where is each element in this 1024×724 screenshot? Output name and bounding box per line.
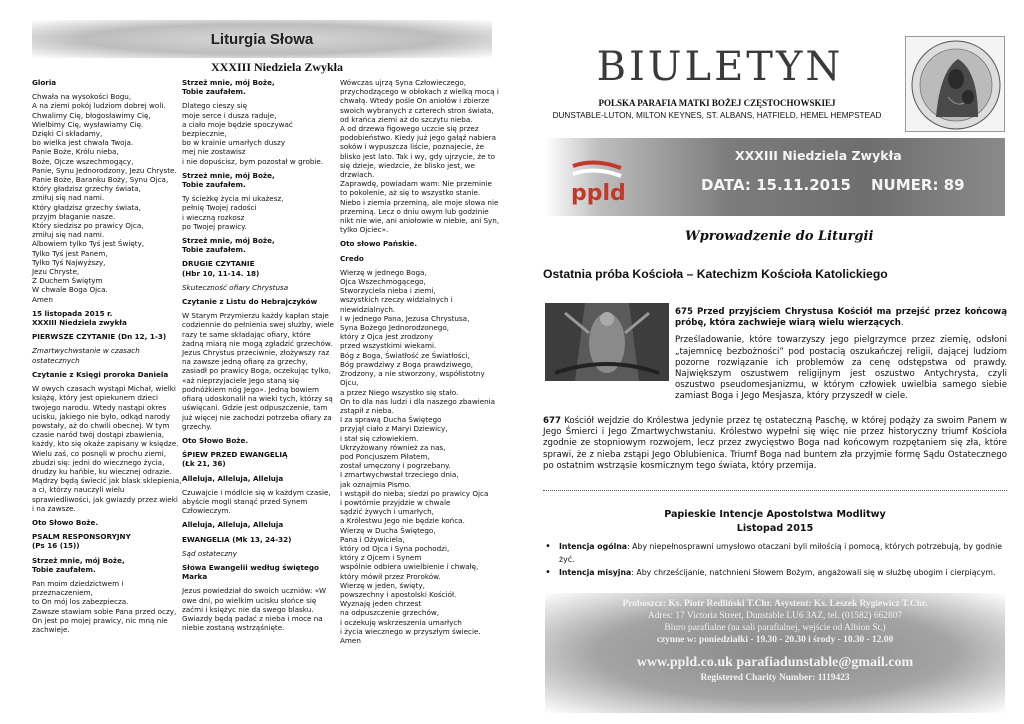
- liturgy-paragraph: Dlatego cieszy się moje serce i dusza raduje, a ciało moje będzie spoczywać bezpiecznie, bo w krainie umarłych duszy mej nie zostawisz i nie dopuścisz, bym pozostał w grobie.: [182, 101, 324, 166]
- liturgy-paragraph: Czytanie z Listu do Hebrajczyków: [182, 297, 318, 307]
- footer-address: Adres: 17 Victoria Street, Dunstable LU6 3AZ, tel. (01582) 662807: [648, 611, 902, 621]
- intentions-title: Papieskie Intencje Apostolstwa Modlitwy Listopad 2015: [664, 509, 886, 534]
- liturgy-paragraph: W owych czasach wystąpi Michał, wielki książę, który jest opiekunem dzieci twojego narodu. Wtedy nastąpi okres ucisku, jakiego nie było, odkąd narody powstały, aż do chwili obecnej. W tym czasie naród twój dostąpi zbawienia, każdy, kto się okaże zapisany w księdze. Wielu zaś, co posnęli w prochu ziemi, zbudzi się: jedni do wiecznego życia, drudzy ku hańbie, ku wiecznej odrazie. Mądrzy będą świecić jak blask sklepienia, a ci, którzy nauczyli wielu sprawiedliwości, jak gwiazdy przez wieki i na zawsze.: [32, 384, 182, 513]
- footer-hours: czynne w: poniedziałki - 19.30 - 20.30 i środy - 10.30 - 12.00: [656, 635, 894, 645]
- liturgy-paragraph: Oto Słowo Boże.: [182, 435, 249, 445]
- liturgy-paragraph: Jezus powiedział do swoich uczniów: «W owe dni, po wielkim ucisku słońce się zaćmi i księżyc nie da swego blasku. Gwiazdy będą padać z nieba i moce na niebie zostaną wstrząśnięte.: [182, 586, 327, 633]
- catechism-675: [675, 307, 1007, 409]
- issue-banner: [545, 138, 1005, 216]
- liturgy-sunday-title: XXXIII Niedziela Zwykła: [210, 60, 343, 74]
- liturgy-paragraph: Oto Słowo Boże.: [32, 517, 99, 527]
- catechism-677: [543, 416, 1007, 472]
- liturgy-paragraph: Sąd ostateczny: [182, 548, 237, 558]
- liturgy-paragraph: Credo: [340, 253, 364, 263]
- liturgy-paragraph: W Starym Przymierzu każdy kapłan staje codziennie do pełnienia swej służby, wiele razy te same składając ofiary, które żadną miarą nie mogą zgładzić grzechów. Jezus Chrystus przeciwnie, złożywszy raz na zawsze jedną ofiarę za grzechy, zasiadł po prawicy Boga, oczekując tylko, «aż nieprzyjaciele Jego staną się podnóżkiem nóg Jego». Jedną bowiem ofiarą udoskonalił na wieki tych, którzy są uświęcani. Gdzie jest odpuszczenie, tam już więcej nie zachodzi potrzeba ofiary za grzechy.: [182, 311, 334, 431]
- liturgy-paragraph: Pan moim dziedzictwem i przeznaczeniem, to On mój los zabezpiecza. Zawsze stawiam sobie Pana przed oczy, On jest po mojej prawicy, nic mną nie zachwieje.: [32, 578, 177, 634]
- issue-sunday: XXXIII Niedziela Zwykła: [735, 148, 902, 163]
- liturgy-paragraph: ŚPIEW PRZED EWANGELIĄ (Łk 21, 36): [182, 450, 288, 469]
- liturgy-paragraph: Oto słowo Pańskie.: [340, 239, 418, 249]
- liturgy-paragraph: Chwała na wysokości Bogu, A na ziemi pokój ludziom dobrej woli. Chwalimy Cię, błogosławimy Cię, Wielbimy Cię, wysławiamy Cię. Dzięki Ci składamy, bo wielka jest chwała Twoja. Panie Boże, Królu nieba, Boże, Ojcze wszechmogący, Panie, Synu Jednorodzony, Jezu Chryste. Panie Boże, Baranku Boży, Synu Ojca, Który gładzisz grzechy świata, zmiłuj się nad nami. Który gładzisz grzechy świata, przyjm błaganie nasze. Który siedzisz po prawicy Ojca, zmiłuj się nad nami. Albowiem tylko Tyś jest Święty, Tylko Tyś jest Panem, Tylko Tyś Najwyższy, Jezu Chryste, Z Duchem Świętym W chwale Boga Ojca. Amen: [32, 92, 177, 304]
- liturgy-paragraph: PSALM RESPONSORYJNY (Ps 16 (15)): [32, 532, 131, 551]
- intention-item: [543, 540, 1007, 566]
- liturgy-column-1: [32, 78, 182, 639]
- liturgy-banner-title: Liturgia Słowa: [210, 30, 314, 48]
- liturgy-paragraph: Zmartwychwstanie w czasach ostatecznych: [32, 346, 140, 365]
- liturgy-section: [22, 20, 510, 710]
- intentions-list: [543, 540, 1007, 579]
- last-judgment-image: [545, 303, 669, 381]
- liturgy-paragraph: Strzeż mnie, mój Boże, Tobie zaufałem.: [182, 170, 275, 190]
- footer-clergy: Proboszcz: Ks. Piotr Redliński T.Chr. Asystent: Ks. Leszek Rygiewicz T.Chr.: [622, 599, 928, 609]
- liturgy-paragraph: PIERWSZE CZYTANIE (Dn 12, 1-3): [32, 332, 167, 342]
- section-divider: [543, 490, 1007, 491]
- liturgy-paragraph: Skuteczność ofiary Chrystusa: [182, 282, 289, 292]
- issue-number: NUMER: 89: [871, 176, 965, 194]
- liturgy-paragraph: EWANGELIA (Mk 13, 24-32): [182, 534, 292, 544]
- footer-charity: Registered Charity Number: 1119423: [700, 673, 850, 683]
- para-677-text: Kościół wejdzie do Królestwa jedynie przez tę ostateczną Paschę, w której podąży za swoim Panem w Jego Śmierci i Jego Zmartwychwstaniu. Królestwo wypełni się więc nie przez historyczny triumf Kościoła zgodnie ze stopniowym rozwojem, lecz przez zwycięstwo Boga nad końcowym rozpętaniem się zła, które sprawi, że z nieba zstąpi Jego Oblubienica. Triumf Boga nad buntem zła przyjmie formę Sądu Ostatecznego po ostatnim wstrząsie kosmicznym tego świata, który przemija.: [543, 416, 1008, 471]
- liturgy-paragraph: 15 listopada 2015 r. XXXIII Niedziela zwykła: [32, 308, 127, 328]
- intention-label: Intencja ogólna: [559, 542, 628, 551]
- intention-text: : Aby niepełnosprawni umysłowo otaczani byli miłością i pomocą, których potrzebują, by godnie żyć.: [559, 542, 1003, 564]
- issue-date: DATA: 15.11.2015: [701, 176, 851, 194]
- parish-name: POLSKA PARAFIA MATKI BOŻEJ CZĘSTOCHOWSKIEJ: [598, 98, 836, 108]
- liturgy-banner: [32, 20, 492, 58]
- para-675-number: 675: [675, 307, 693, 317]
- parish-towns: DUNSTABLE-LUTON, MILTON KEYNES, ST. ALBANS, HATFIELD, HEMEL HEMPSTEAD: [552, 111, 882, 120]
- footer-web-email[interactable]: www.ppld.co.uk parafiadunstable@gmail.com: [636, 655, 914, 670]
- liturgy-paragraph: Strzeż mnie, mój Boże, Tobie zaufałem.: [182, 236, 275, 255]
- intention-label: Intencja misyjna: [559, 568, 632, 577]
- liturgy-paragraph: Ty ścieżkę życia mi ukażesz, pełnię Twojej radości i wieczną rozkosz po Twojej prawicy.: [182, 194, 284, 231]
- ppld-logo-text: ppld: [571, 181, 626, 206]
- bulletin-title: BIULETYN: [596, 44, 844, 90]
- madonna-icon: [905, 36, 1005, 132]
- liturgy-paragraph: Strzeż mnie, mój Boże, Tobie zaufałem.: [32, 555, 125, 574]
- liturgy-column-3: [340, 78, 500, 650]
- liturgy-paragraph: Wówczas ujrzą Syna Człowieczego, przychodzącego w obłokach z wielką mocą i chwałą. Wtedy pośle On aniołów i zbierze swoich wybranych z czterech stron świata, od krańca ziemi aż do szczytu nieba. A od drzewa figowego uczcie się przez podobieństwo. Kiedy już jego gałąź nabiera soków i wypuszcza liście, poznajecie, że blisko jest lato. Tak i wy, gdy ujrzycie, że to się dzieje, wiedzcie, że blisko jest, we drzwiach. Zaprawdę, powiadam wam: Nie przeminie to pokolenie, aż się to wszystko stanie. Niebo i ziemia przeminą, ale moje słowa nie przeminą. Lecz o dniu owym lub godzinie nikt nie wie, ani aniołowie w niebie, ani Syn, tylko Ojciec».: [340, 78, 500, 235]
- liturgy-paragraph: Strzeż mnie, mój Boże, Tobie zaufałem.: [182, 78, 275, 97]
- para-675-end: .: [900, 318, 904, 329]
- intention-text: : Aby chrześcijanie, natchnieni Słowem Bożym, angażowali się w służbę ubogim i cierpiącym.: [631, 568, 996, 577]
- liturgy-paragraph: Alleluja, Alleluja, Alleluja: [182, 473, 284, 483]
- para-675-text: Prześladowanie, które towarzyszy jego pielgrzymce przez ziemię, odsłoni „tajemnicę bezbożności” pod postacią oszukańczej religii, dającej ludziom pozorne rozwiązanie ich problemów za cenę odstępstwa od prawdy. Największym oszustwem religijnym jest oszustwo Antychrysta, czyli oszustwo pseudomesjanizmu, w którym człowiek uwielbia samego siebie zamiast Boga i Jego Mesjasza, który przyszedł w ciele.: [675, 335, 1007, 402]
- catechism-heading: Ostatnia próba Kościoła – Katechizm Kościoła Katolickiego: [543, 267, 888, 281]
- liturgy-paragraph: Gloria: [32, 78, 57, 87]
- ppld-logo-icon: [567, 156, 647, 206]
- footer-office: Biuro parafialne (na sali parafialnej, wejście od Albion St.): [664, 623, 886, 633]
- liturgy-paragraph: Wierzę w jednego Boga, Ojca Wszechmogącego, Stworzyciela nieba i ziemi, wszystkich rzeczy widzialnych i niewidzialnych. I w jednego Pana, Jezusa Chrystusa, Syna Bożego Jednorodzonego, który z Ojca jest zrodzony przed wszystkimi wiekami. Bóg z Boga, Światłość ze Światłości, Bóg prawdziwy z Boga prawdziwego, Zrodzony, a nie stworzony, współistotny Ojcu, a przez Niego wszystko się stało. On to dla nas ludzi i dla naszego zbawienia zstąpił z nieba. I za sprawą Ducha Świętego przyjął ciało z Maryi Dziewicy, i stał się człowiekiem. Ukrzyżowany również za nas, pod Poncjuszem Piłatem, został umęczony i pogrzebany. I zmartwychwstał trzeciego dnia, jak oznajmia Pismo. I wstąpił do nieba; siedzi po prawicy Ojca i powtórnie przyjdzie w chwale sądzić żywych i umarłych, a Królestwu Jego nie będzie końca. Wierzę w Ducha Świętego, Pana i Ożywiciela, który od Ojca i Syna pochodzi, który z Ojcem i Synem wspólnie odbiera uwielbienie i chwałę, który mówił przez Proroków. Wierzę w jeden, święty, powszechny i apostolski Kościół. Wyznaję jeden chrzest na odpuszczenie grzechów, i oczekuję wskrzeszenia umarłych i życia wiecznego w przyszłym świecie. Amen: [340, 267, 496, 645]
- para-677-number: 677: [543, 416, 561, 426]
- liturgy-paragraph: DRUGIE CZYTANIE (Hbr 10, 11-14. 18): [182, 259, 260, 278]
- para-675-lead: Przed przyjściem Chrystusa Kościół ma przejść przez końcową próbę, która zachwieje wiarą wielu wierzących: [675, 307, 1007, 329]
- liturgy-paragraph: Czytanie z Księgi proroka Daniela: [32, 369, 169, 379]
- intro-heading: Wprowadzenie do Liturgii: [685, 229, 874, 244]
- liturgy-paragraph: Słowa Ewangelii według świętego Marka: [182, 562, 319, 582]
- parish-footer: [545, 593, 1005, 713]
- liturgy-paragraph: Alleluja, Alleluja, Alleluja: [182, 520, 284, 530]
- liturgy-paragraph: Czuwajcie i módlcie się w każdym czasie, abyście mogli stanąć przed Synem Człowieczym.: [182, 487, 331, 516]
- bulletin-front: [535, 20, 1015, 710]
- intention-item: [543, 566, 1007, 579]
- liturgy-column-2: [182, 78, 334, 637]
